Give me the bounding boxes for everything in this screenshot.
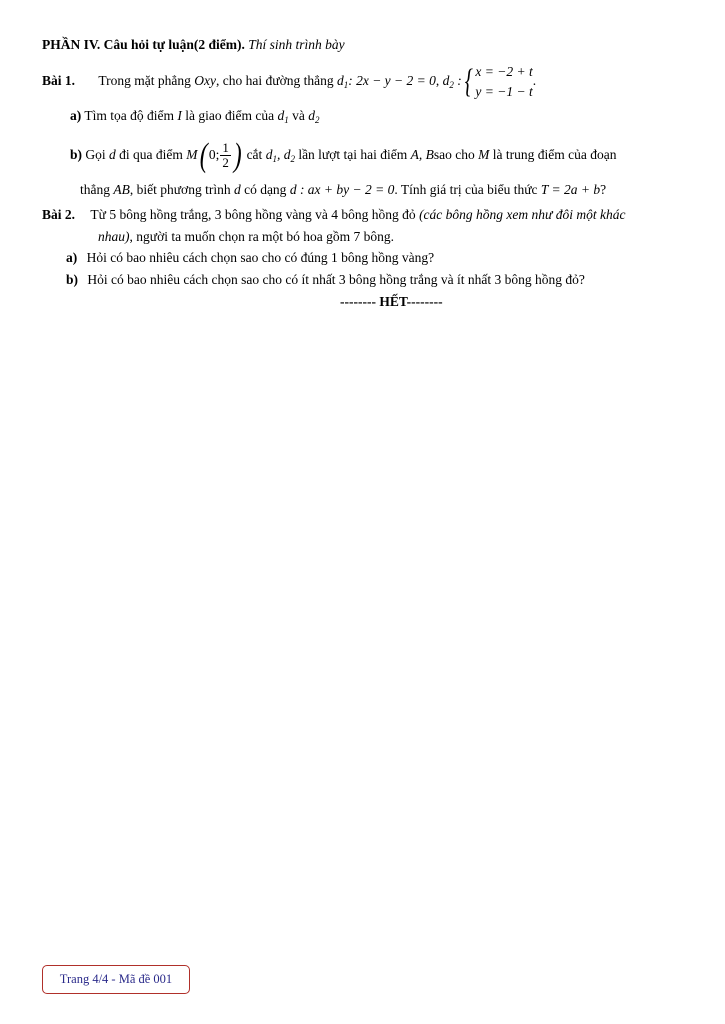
points-AB: A, B <box>410 147 434 162</box>
bai2-line1 <box>42 207 626 223</box>
part-b-line2-c: có dạng <box>244 182 287 197</box>
point-I: I <box>177 108 182 123</box>
bai1-intro-text: Trong mặt phẳng <box>98 73 191 88</box>
bai1-intro: Bài 1. Trong mặt phẳng Oxy, cho hai đường thẳng $d_1$: 2x − y − 2 = 0, $d_2$ :{ x = −2 + t y = −1 − t . <box>42 62 537 100</box>
question-mark: ? <box>600 182 607 197</box>
section-heading <box>42 37 345 53</box>
part-b-line2-a: thẳng <box>80 182 110 197</box>
part-a-and: và <box>292 108 305 123</box>
d1-d2-ref: $d_1$, $d_2$ <box>265 147 295 164</box>
section-title: PHẦN IV. Câu hỏi tự luận(2 điểm). <box>42 37 245 52</box>
bai2-part-b-text: Hỏi có bao nhiêu cách chọn sao cho có ít nhất 3 bông hồng trắng và ít nhất 3 bông hồng đỏ? <box>87 272 585 287</box>
part-b-text4: lần lượt tại hai điểm <box>298 147 408 162</box>
end-mark: -------- HẾT-------- <box>340 294 443 309</box>
section-note: Thí sinh trình bày <box>248 37 345 52</box>
bai2-text1: Từ 5 bông hồng trắng, 3 bông hồng vàng và 4 bông hồng đỏ <box>90 207 416 222</box>
part-a-label: a) <box>70 108 82 123</box>
expression-T: T = 2a + b <box>540 182 601 197</box>
part-b-text6: là trung điểm của đoạn <box>492 147 617 162</box>
part-b-line2-b: , biết phương trình <box>129 182 231 197</box>
bai2-text2: , người ta muốn chọn ra một bó hoa gồm 7 bông. <box>129 229 395 244</box>
segment-AB: AB <box>113 182 130 197</box>
part-b-text1: Gọi <box>85 147 106 162</box>
bai2-text2-italic: nhau) <box>98 229 130 244</box>
line-d-equation: d : ax + by − 2 = 0 <box>289 182 395 197</box>
bai2-part-a-text: Hỏi có bao nhiêu cách chọn sao cho có đúng 1 bông hồng vàng? <box>86 250 435 265</box>
bai2-text1-italic: (các bông hồng xem như đôi một khác <box>419 207 626 222</box>
point-M-ref: M <box>478 147 490 162</box>
bai2-line2 <box>98 229 394 245</box>
bai2-part-a <box>66 250 434 266</box>
part-b-text5: sao cho <box>433 147 475 162</box>
bai2-part-a-label: a) <box>66 250 78 265</box>
bai2-part-b-label: b) <box>66 272 79 287</box>
d1-equation: $d_1$: 2x − y − 2 = 0 <box>336 73 436 90</box>
point-M: M( 0; $\frac{1}{2}$ ) <box>186 136 242 174</box>
d2-system: $d_2$ :{ x = −2 + t y = −1 − t <box>442 62 533 100</box>
part-a-text2: là giao điểm của <box>185 108 275 123</box>
line-d: d <box>109 147 116 162</box>
part-a-text: Tìm tọa độ điểm <box>84 108 174 123</box>
part-b-label: b) <box>70 147 83 162</box>
d2-ref: $d_2$ <box>308 108 320 125</box>
bai1-part-a <box>70 108 319 124</box>
line-d-ref: d <box>233 182 241 197</box>
part-b-text3: cắt <box>246 147 263 162</box>
bai1-part-b <box>70 134 616 176</box>
bai1-part-b-line2 <box>80 182 606 198</box>
bai1-label: Bài 1. <box>42 73 76 88</box>
part-b-line2-d: . Tính giá trị của biểu thức <box>394 182 538 197</box>
d1-ref: $d_1$ <box>277 108 289 125</box>
bai1-intro-text2: , cho hai đường thẳng <box>216 73 334 88</box>
bai2-label: Bài 2. <box>42 207 76 222</box>
plane-name: Oxy <box>194 73 217 88</box>
footer-text: Trang 4/4 - Mã đề 001 <box>59 972 173 986</box>
bai2-part-b <box>66 272 585 288</box>
part-b-text2: đi qua điểm <box>119 147 183 162</box>
page-footer <box>42 965 190 994</box>
